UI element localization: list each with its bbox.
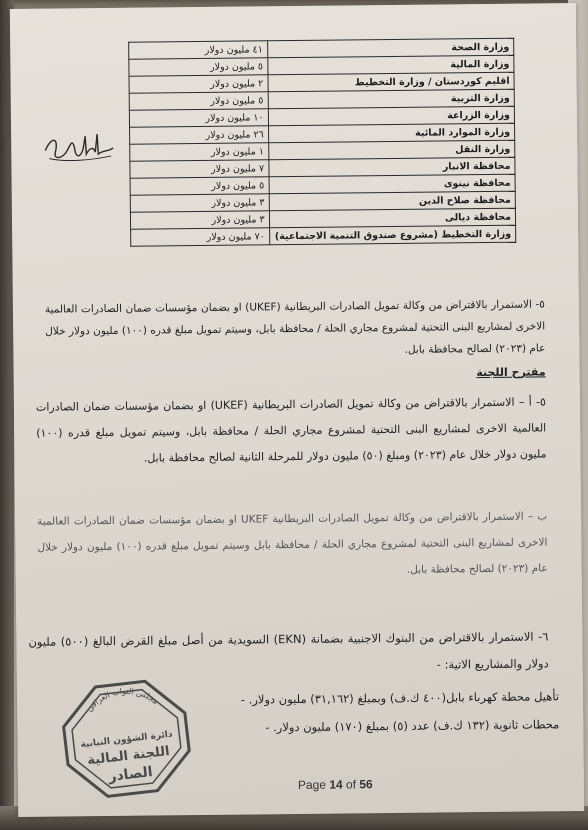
amount-cell: ٤١ مليون دولار [129, 41, 268, 59]
amount-cell: ٥ مليون دولار [129, 58, 268, 76]
amount-cell: ٧٠ مليون دولار [131, 228, 270, 246]
ministry-cell: اقليم كوردستان / وزارة التخطيط [268, 72, 515, 92]
amount-cell: ٧ مليون دولار [130, 160, 269, 178]
amount-cell: ١ مليون دولار [130, 143, 269, 161]
document-page [10, 3, 584, 817]
page-separator: of [342, 777, 360, 792]
stamp-ring-text: مجلس النواب العراقي [84, 686, 161, 714]
handwritten-signature [41, 128, 117, 169]
ministry-cell: محافظة الانبار [268, 157, 515, 177]
total-pages: 56 [359, 777, 373, 792]
stamp-line-2: اللجنة المالية [86, 743, 171, 769]
list-item [229, 689, 559, 706]
ministry-cell: محافظة نينوى [269, 174, 516, 194]
ministry-cell: وزارة الصحة [267, 38, 514, 58]
official-stamp [55, 673, 198, 805]
ministry-cell: محافظة صلاح الدين [269, 191, 516, 211]
paragraph-5a: ٥- أ – الاستمرار بالاقتراض من وكالة تمويل الصادرات البريطانية (UKEF) او بضمان مؤسسات ضمان الصادرات العالمية الاخرى لمشاريع البنى التحتية لمشروع مجاري الحلة / محافظة بابل، وسيتم تمويل مبلغ قدره (١٠٠) مليون دولار خلال عام (٢٠٢٣) ومبلغ (٥٠) مليون دولار للمرحلة الثانية لصالح محافظة بابل. [35, 395, 547, 465]
list-item [253, 717, 559, 734]
page-prefix: Page [297, 777, 330, 793]
paragraph-6: ٦- الاستمرار بالاقتراض من البنوك الاجنبية بضمانة (EKN) السويدية من أصل مبلغ القرض البالغ (٥٠٠) مليون دولار والمشاريع الاتية: - [28, 629, 549, 672]
paragraph-5: ٥- الاستمرار بالاقتراض من وكالة تمويل الصادرات البريطانية (UKEF) او بضمان مؤسسات ضمان الصادرات العالمية الاخرى لمشاريع البنى التحتية لمشروع مجاري الحلة / محافظة بابل، وسيتم تمويل مبلغ قدره (١٠٠) مليون دولار خلال عام (٢٠٢٣) لصالح محافظة بابل. [44, 298, 546, 356]
list-dash-icon: - [265, 720, 274, 735]
amount-cell: ٣ مليون دولار [130, 194, 269, 212]
amount-cell: ٥ مليون دولار [129, 92, 268, 110]
ministry-cell: وزارة التخطيط (مشروع صندوق التنمية الاجتماعية) [269, 225, 516, 245]
ministry-cell: وزارة المالية [267, 55, 514, 75]
amount-cell: ٢ مليون دولار [129, 75, 268, 93]
allocation-table-body [129, 38, 516, 246]
ministry-cell: وزارة الموارد المائية [268, 123, 515, 143]
amount-cell: ٢٦ مليون دولار [130, 126, 269, 144]
ministry-cell: وزارة التربية [268, 89, 515, 109]
committee-proposal-heading: مقترح اللجنة [476, 365, 546, 380]
ministry-cell: وزارة النقل [268, 140, 515, 160]
amount-cell: ٣ مليون دولار [130, 211, 269, 229]
ministry-cell: محافظة ديالى [269, 208, 516, 228]
stamp-line-1: دائرة الشؤون النيابية [80, 729, 174, 751]
table-row [131, 225, 516, 246]
amount-cell: ٥ مليون دولار [130, 177, 269, 195]
current-page: 14 [329, 777, 343, 792]
list-dash-icon: - [240, 692, 249, 707]
paragraph-5b: ب – الاستمرار بالاقتراض من وكالة تمويل الصادرات البريطانية UKEF او بضمان مؤسسات ضمان الصادرات العالمية الاخرى لمشاريع البنى التحتية لمشروع مجاري الحلة / محافظة بابل وسيتم تمويل مبلغ قدره (١٠٠) مليون دولار خلال عام (٢٠٢٣) لصالح محافظة بابل. [37, 510, 548, 576]
amount-cell: ١٠ مليون دولار [129, 109, 268, 127]
page-number [298, 777, 373, 792]
allocation-table [128, 38, 516, 247]
ministry-cell: وزارة الزراعة [268, 106, 515, 126]
list-item-text: محطات ثانوية (١٣٢ ك.ف) عدد (٥) بمبلغ (١٧٠) مليون دولار. [273, 717, 560, 735]
stamp-line-3: الصادر [107, 764, 154, 786]
list-item-text: تأهيل محطة كهرباء بابل(٤٠٠ ك.ف) وبمبلغ (٣١,١٦٢) مليون دولار. [248, 689, 560, 707]
